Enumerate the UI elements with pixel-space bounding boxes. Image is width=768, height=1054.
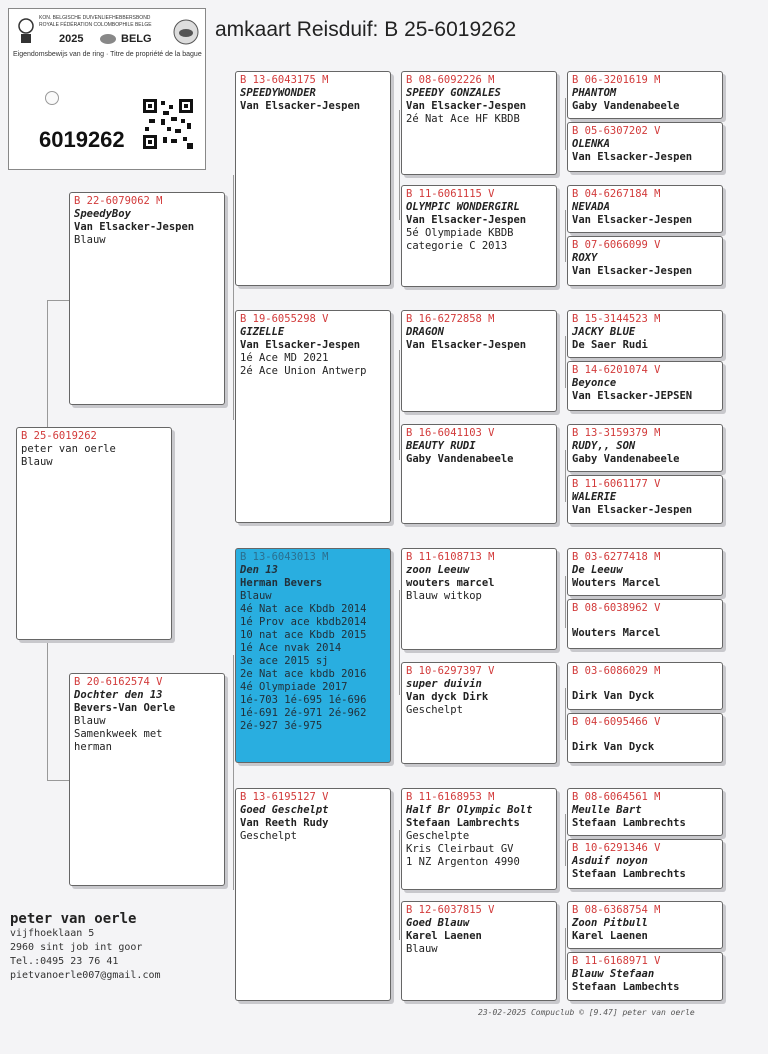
info-line: peter van oerle (21, 443, 116, 455)
ring-number: B 08-6064561 M (572, 791, 661, 803)
owner-name: Van Elsacker-Jespen (406, 100, 527, 112)
pigeon-name: SPEEDYWONDER (240, 87, 316, 99)
ring-number: B 14-6201074 V (572, 364, 661, 376)
info-line: Kris Cleirbaut GV (406, 843, 514, 855)
ring-number: B 10-6291346 V (572, 842, 661, 854)
owner-name: Dirk Van Dyck (572, 690, 655, 702)
info-line: 4é Olympiade 2017 (240, 681, 348, 693)
owner-name: Van Elsacker-JEPSEN (572, 390, 693, 402)
pigeon-card-g1[interactable] (567, 71, 723, 119)
info-line: Blauw (240, 590, 272, 602)
pigeon-card-g11[interactable] (567, 662, 723, 710)
pigeon-name: Dochter den 13 (74, 689, 163, 701)
owner-name: Stefaan Lambrechts (572, 868, 686, 880)
pigeon-name: GIZELLE (240, 326, 285, 338)
ring-number: B 20-6162574 V (74, 676, 163, 688)
info-line: Blauw (406, 943, 438, 955)
pigeon-card-mf-highlighted[interactable] (235, 548, 391, 763)
info-line: 1é-691 2é-971 2é-962 (240, 707, 367, 719)
info-line: Samenkweek met (74, 728, 163, 740)
ring-number: B 03-6277418 M (572, 551, 661, 563)
pigeon-card-fmm[interactable] (401, 424, 557, 524)
pigeon-card-fff[interactable] (401, 71, 557, 175)
info-line: Blauw (74, 715, 106, 727)
owner-name: Stefaan Lambrechts (572, 817, 686, 829)
info-line: 4é Nat ace Kbdb 2014 (240, 603, 367, 615)
breeder-phone: Tel.:0495 23 76 41 (10, 956, 119, 967)
pigeon-name: Blauw Stefaan (572, 968, 655, 980)
owner-name: Van Elsacker-Jespen (572, 214, 693, 226)
pigeon-card-father[interactable] (69, 192, 225, 405)
ring-subtitle: Eigendomsbewijs van de ring · Titre de propriété de la bague (13, 51, 202, 58)
owner-name: Gaby Vandenabeele (406, 453, 514, 465)
ring-number: B 11-6108713 M (406, 551, 495, 563)
footer-credit: 23-02-2025 Compuclub © [9.47] peter van oerle (478, 1008, 695, 1017)
federation-name-fr: ROYALE FÉDÉRATION COLOMBOPHILE BELGE (39, 22, 152, 28)
pigeon-card-g12[interactable] (567, 713, 723, 763)
connector-line (565, 688, 566, 740)
connector-line (565, 814, 566, 866)
ring-number: B 13-6195127 V (240, 791, 329, 803)
breeder-street: vijfhoeklaan 5 (10, 928, 95, 939)
pigeon-card-mm[interactable] (235, 788, 391, 1001)
pigeon-card-g13[interactable] (567, 788, 723, 836)
pigeon-card-g14[interactable] (567, 839, 723, 889)
pigeon-name: ROXY (572, 252, 598, 264)
ring-number: B 05-6307202 V (572, 125, 661, 137)
pigeon-card-mmm[interactable] (401, 901, 557, 1001)
pigeon-card-g6[interactable] (567, 361, 723, 411)
connector-line (565, 98, 566, 150)
info-line: 1é-703 1é-695 1é-696 (240, 694, 367, 706)
ring-number: B 16-6041103 V (406, 427, 495, 439)
pigeon-name: Goed Blauw (406, 917, 470, 929)
connector-line (565, 336, 566, 388)
connector-line (565, 450, 566, 502)
ring-number: B 22-6079062 M (74, 195, 163, 207)
pigeon-name: Half Br Olympic Bolt (406, 804, 533, 816)
pigeon-name: Goed Geschelpt (240, 804, 329, 816)
connector-line (565, 576, 566, 628)
owner-name: Karel Laenen (572, 930, 648, 942)
info-line: 2é Nat Ace HF KBDB (406, 113, 520, 125)
pigeon-card-ff[interactable] (235, 71, 391, 286)
connector-line (399, 110, 400, 220)
info-line: 2e Nat ace kbdb 2016 (240, 668, 367, 680)
page-title: amkaart Reisduif: B 25-6019262 (215, 18, 517, 41)
info-line: categorie C 2013 (406, 240, 508, 252)
pigeon-name: WALERIE (572, 491, 617, 503)
ring-number: B 11-6168971 V (572, 955, 661, 967)
info-line: 1é Prov ace kbdb2014 (240, 616, 367, 628)
owner-name: Van Elsacker-Jespen (572, 265, 693, 277)
owner-name: Van Elsacker-Jespen (74, 221, 195, 233)
ring-number: B 06-3201619 M (572, 74, 661, 86)
pigeon-emblem-icon (173, 19, 199, 45)
pigeon-card-g10[interactable] (567, 599, 723, 649)
owner-name: Stefaan Lambechts (572, 981, 680, 993)
pigeon-card-g16[interactable] (567, 952, 723, 1001)
breeder-city: 2960 sint job int goor (10, 942, 143, 953)
connector-line (47, 300, 48, 428)
pigeon-name: SpeedyBoy (74, 208, 131, 220)
ring-number: B 13-3159379 M (572, 427, 661, 439)
pigeon-card-g5[interactable] (567, 310, 723, 358)
owner-name: Van Elsacker-Jespen (406, 214, 527, 226)
pigeon-card-fmf[interactable] (401, 310, 557, 412)
pigeon-name: OLENKA (572, 138, 610, 150)
owner-name: Gaby Vandenabeele (572, 100, 680, 112)
owner-name: De Saer Rudi (572, 339, 648, 351)
pigeon-name: Beyonce (572, 377, 617, 389)
pigeon-name: De Leeuw (572, 564, 623, 576)
pigeon-card-g7[interactable] (567, 424, 723, 472)
federation-logo-icon (17, 17, 35, 45)
ring-number: B 16-6272858 M (406, 313, 495, 325)
ring-number: B 19-6055298 V (240, 313, 329, 325)
pigeon-name: SPEEDY GONZALES (406, 87, 501, 99)
connector-line (565, 928, 566, 980)
info-line: Blauw witkop (406, 590, 482, 602)
info-line: Geschelpt (240, 830, 297, 842)
pigeon-card-mother[interactable] (69, 673, 225, 886)
pigeon-name: DRAGON (406, 326, 444, 338)
ring-number: B 04-6095466 V (572, 716, 661, 728)
owner-name: Van dyck Dirk (406, 691, 489, 703)
ring-number: B 11-6061177 V (572, 478, 661, 490)
pigeon-card-g2[interactable] (567, 122, 723, 172)
owner-name: Bevers-Van Oerle (74, 702, 176, 714)
info-line: Blauw (74, 234, 106, 246)
owner-name: Van Elsacker-Jespen (240, 100, 361, 112)
connector-line (47, 780, 69, 781)
breeder-email: pietvanoerle007@gmail.com (10, 970, 161, 981)
pigeon-card-mff[interactable] (401, 548, 557, 650)
pigeon-card-g3[interactable] (567, 185, 723, 233)
connector-line (233, 655, 234, 890)
owner-name: Van Elsacker-Jespen (572, 504, 693, 516)
pigeon-card-subject[interactable] (16, 427, 172, 640)
ring-number: B 07-6066099 V (572, 239, 661, 251)
ring-number: B 25-6019262 (21, 430, 97, 442)
owner-name: Gaby Vandenabeele (572, 453, 680, 465)
info-line: 1é Ace MD 2021 (240, 352, 329, 364)
pigeon-name: NEVADA (572, 201, 610, 213)
info-line: 2é Ace Union Antwerp (240, 365, 367, 377)
ring-number: B 10-6297397 V (406, 665, 495, 677)
ring-number: B 03-6086029 M (572, 665, 661, 677)
ring-number: B 12-6037815 V (406, 904, 495, 916)
breeder-info (10, 911, 161, 983)
connector-line (399, 590, 400, 695)
ring-number: B 08-6092226 M (406, 74, 495, 86)
owner-name: Van Elsacker-Jespen (240, 339, 361, 351)
ring-number: B 13-6043013 M (240, 551, 329, 563)
pigeon-name: super duivin (406, 678, 482, 690)
info-line: Geschelpte (406, 830, 470, 842)
ring-number: B 08-6038962 V (572, 602, 661, 614)
ring-number: B 04-6267184 M (572, 188, 661, 200)
pigeon-name: PHANTOM (572, 87, 617, 99)
ring-country: BELG (121, 33, 152, 45)
pigeon-card-g4[interactable] (567, 236, 723, 286)
info-line: Geschelpt (406, 704, 463, 716)
connector-line (233, 175, 234, 420)
pigeon-name: JACKY BLUE (572, 326, 636, 338)
connector-line (399, 830, 400, 940)
owner-name: Van Elsacker-Jespen (406, 339, 527, 351)
owner-name: Wouters Marcel (572, 577, 661, 589)
ring-badge-icon (99, 33, 117, 45)
owner-name: Karel Laenen (406, 930, 482, 942)
ring-number: B 13-6043175 M (240, 74, 329, 86)
pigeon-card-mmf[interactable] (401, 788, 557, 890)
info-line: herman (74, 741, 112, 753)
owner-name: Wouters Marcel (572, 627, 661, 639)
owner-name: Van Elsacker-Jespen (572, 151, 693, 163)
qr-code-icon (141, 97, 195, 151)
owner-name: Stefaan Lambrechts (406, 817, 520, 829)
ring-number: B 11-6061115 V (406, 188, 495, 200)
owner-name: wouters marcel (406, 577, 495, 589)
pigeon-card-mfm[interactable] (401, 662, 557, 764)
federation-name-nl: KON. BELGISCHE DUIVENLIEFHEBBERSBOND (39, 15, 151, 21)
pigeon-name: Zoon Pitbull (572, 917, 648, 929)
pigeon-card-g8[interactable] (567, 475, 723, 524)
pigeon-name: Asduif noyon (572, 855, 648, 867)
info-line: 2é-927 3é-975 (240, 720, 323, 732)
pigeon-name: RUDY,, SON (572, 440, 636, 452)
pigeon-card-g9[interactable] (567, 548, 723, 596)
connector-line (399, 350, 400, 460)
connector-line (565, 210, 566, 262)
info-line: 5é Olympiade KBDB (406, 227, 514, 239)
info-line: 1é Ace nvak 2014 (240, 642, 342, 654)
info-line: 3e ace 2015 sj (240, 655, 329, 667)
punch-hole (45, 91, 59, 105)
connector-line (47, 640, 48, 780)
pigeon-name: BEAUTY RUDI (406, 440, 476, 452)
pigeon-name: OLYMPIC WONDERGIRL (406, 201, 520, 213)
connector-line (47, 300, 69, 301)
pigeon-name: zoon Leeuw (406, 564, 470, 576)
pigeon-card-fm[interactable] (235, 310, 391, 523)
pigeon-name: Meulle Bart (572, 804, 642, 816)
breeder-name: peter van oerle (10, 911, 137, 927)
info-line: 1 NZ Argenton 4990 (406, 856, 520, 868)
ring-number: 6019262 (39, 127, 125, 152)
ring-number: B 08-6368754 M (572, 904, 661, 916)
ring-number: B 15-3144523 M (572, 313, 661, 325)
pigeon-name: Den 13 (240, 564, 278, 576)
ring-number: B 11-6168953 M (406, 791, 495, 803)
owner-name: Herman Bevers (240, 577, 323, 589)
ring-year: 2025 (59, 33, 84, 45)
ring-certificate (8, 8, 206, 170)
owner-name: Dirk Van Dyck (572, 741, 655, 753)
owner-name: Van Reeth Rudy (240, 817, 329, 829)
info-line: Blauw (21, 456, 53, 468)
pigeon-card-ffm[interactable] (401, 185, 557, 287)
pigeon-card-g15[interactable] (567, 901, 723, 949)
info-line: 10 nat ace Kbdb 2015 (240, 629, 367, 641)
